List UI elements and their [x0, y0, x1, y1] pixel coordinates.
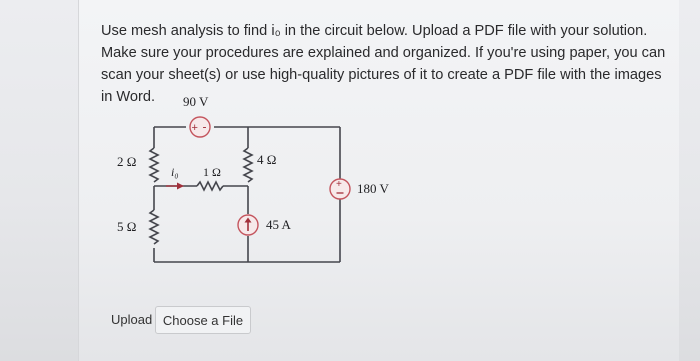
svg-text:-: - [202, 119, 207, 134]
resistor-1-ohm-zigzag [197, 182, 223, 190]
current-source-45a [238, 215, 258, 235]
source-right-label: 180 V [357, 181, 389, 196]
resistor-4-ohm-zigzag [244, 148, 252, 182]
resistor-2-label: 2 Ω [117, 154, 137, 169]
resistor-2-ohm-zigzag [150, 148, 158, 182]
resistor-5-ohm-zigzag [150, 210, 158, 244]
resistor-5-label: 5 Ω [117, 219, 137, 234]
resistor-1-label: 1 Ω [203, 165, 221, 179]
svg-text:+: + [191, 122, 198, 134]
current-arrow-icon [166, 183, 184, 190]
current-io-label: i₀ [171, 165, 179, 179]
voltage-source-top [190, 117, 210, 137]
source-top-label: 90 V [183, 94, 209, 109]
resistor-4-label: 4 Ω [257, 152, 277, 167]
upload-label: Upload [111, 312, 153, 327]
choose-file-button[interactable]: Choose a File [155, 306, 251, 334]
current-source-label: 45 A [266, 217, 291, 232]
question-text: Use mesh analysis to find i₀ in the circuit below. Upload a PDF file with your solution. Make sure your procedures are explained and organized. If you're using paper, you can scan your sheet(s) or use high-quality pictures of it to create a PDF file with the images in Word. [101, 23, 666, 105]
voltage-source-right [330, 179, 350, 199]
svg-text:+: + [336, 179, 342, 190]
